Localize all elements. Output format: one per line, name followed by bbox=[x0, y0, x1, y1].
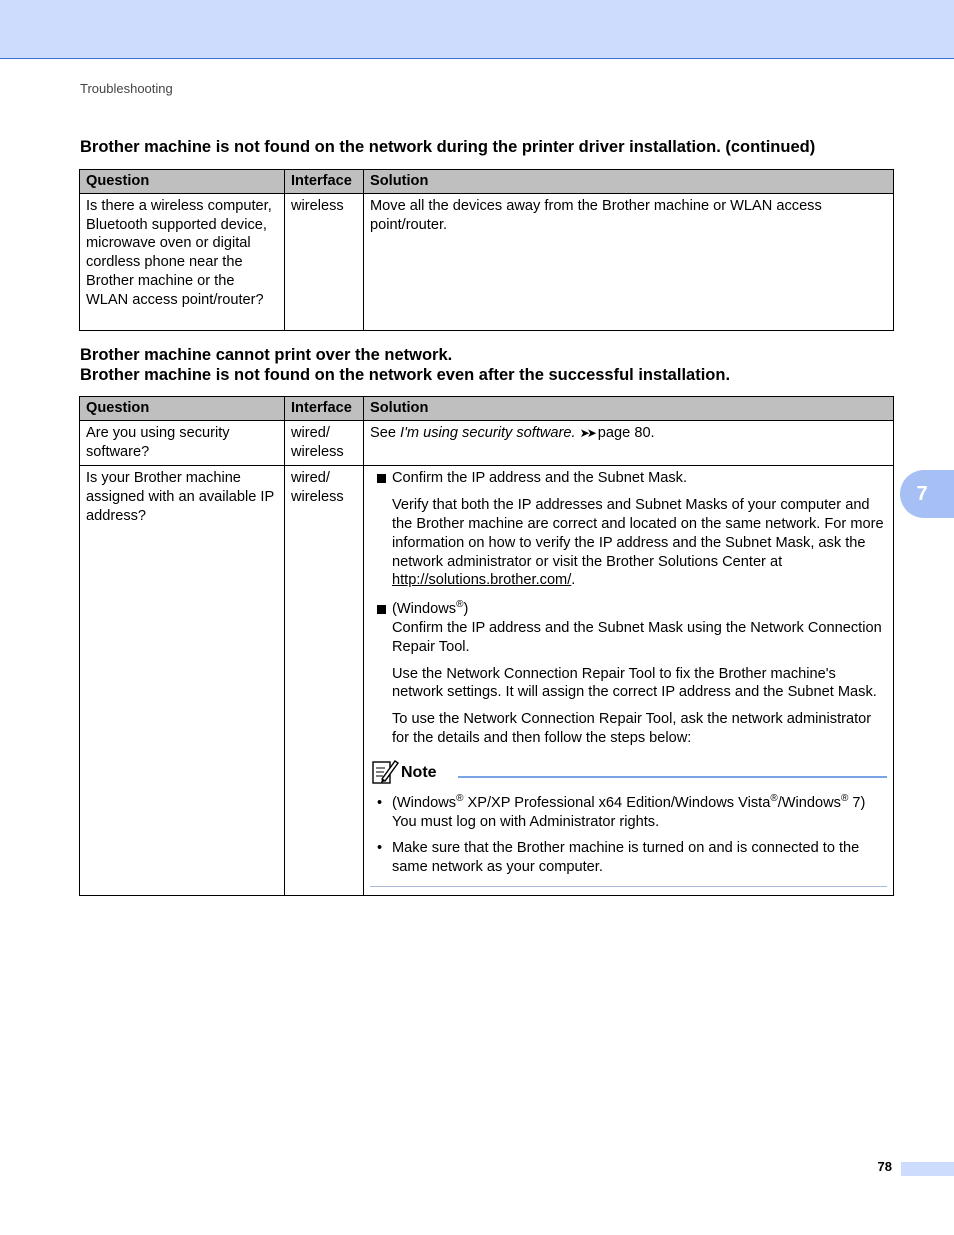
square-bullet-icon bbox=[377, 605, 386, 614]
header-band bbox=[0, 0, 954, 59]
interface-line-2: wireless bbox=[291, 489, 344, 506]
interface-line-1: wired/ bbox=[291, 424, 330, 441]
period: . bbox=[571, 572, 576, 589]
bullet-text: Confirm the IP address and the Subnet Mask using the Network Connection Repair Tool. bbox=[392, 619, 882, 655]
col-question: Question bbox=[80, 170, 285, 194]
solution-cell bbox=[364, 420, 894, 466]
close-paren: ) bbox=[463, 601, 469, 618]
registered-mark: ® bbox=[456, 792, 464, 804]
solutions-center-link[interactable]: http://solutions.brother.com/ bbox=[392, 572, 572, 589]
heading-line-1: Brother machine cannot print over the network. bbox=[80, 346, 453, 364]
note-label: Note bbox=[401, 763, 437, 781]
table-cannot-print bbox=[79, 396, 894, 896]
registered-mark: ® bbox=[840, 792, 849, 804]
solution-cell bbox=[364, 466, 894, 896]
steps-paragraph: To use the Network Connection Repair Tool, ask the network administrator for the details and then follow the steps below: bbox=[392, 711, 872, 746]
table-row bbox=[80, 193, 894, 330]
double-arrow-icon: ➤➤ bbox=[579, 425, 594, 440]
chapter-tab: 7 bbox=[900, 470, 954, 518]
section-heading-cannot-print bbox=[80, 345, 730, 385]
running-head: Troubleshooting bbox=[80, 81, 173, 96]
note-header bbox=[370, 758, 887, 788]
col-interface: Interface bbox=[285, 170, 364, 194]
bullet-text: Confirm the IP address and the Subnet Mask. bbox=[392, 470, 688, 487]
registered-mark: ® bbox=[770, 792, 778, 804]
note-text: Make sure that the Brother machine is turned on and is connected to the same network as your computer. bbox=[392, 840, 860, 876]
table-row bbox=[80, 420, 894, 466]
col-question: Question bbox=[80, 397, 285, 421]
question-cell: Is there a wireless computer, Bluetooth supported device, microwave oven or digital cordless phone near the Brother machine or the WLAN access point/router? bbox=[80, 193, 285, 330]
interface-line-1: wired/ bbox=[291, 470, 330, 487]
col-interface: Interface bbox=[285, 397, 364, 421]
question-cell: Are you using security software? bbox=[80, 420, 285, 466]
repair-tool-paragraph: Use the Network Connection Repair Tool to fix the Brother machine's network settings. It will assign the correct IP address and the Subnet Mask. bbox=[392, 665, 877, 701]
section-heading-driver-install: Brother machine is not found on the network during the printer driver installation. (continued) bbox=[80, 138, 816, 156]
page-number: 78 bbox=[877, 1159, 892, 1174]
table-header-row bbox=[80, 170, 894, 194]
registered-mark: ® bbox=[456, 599, 464, 611]
table-row bbox=[80, 466, 894, 896]
solution-cell: Move all the devices away from the Brother machine or WLAN access point/router. bbox=[364, 193, 894, 330]
heading-line-2: Brother machine is not found on the network even after the successful installation. bbox=[80, 366, 731, 384]
see-text: See bbox=[370, 424, 401, 441]
note-pencil-icon bbox=[371, 758, 399, 792]
dot-bullet-icon: • bbox=[377, 794, 383, 811]
paragraph-text: Verify that both the IP addresses and Subnet Masks of your computer and the Brother machine are correct and located on the same network. For more information on how to verify the IP address and the Subnet Mask, ask the network administrator or visit the Brother Solutions Center at bbox=[392, 497, 884, 570]
interface-cell: wireless bbox=[285, 193, 364, 330]
windows-label: (Windows bbox=[392, 601, 457, 618]
col-solution: Solution bbox=[364, 397, 894, 421]
interface-cell bbox=[285, 466, 364, 896]
note-rule bbox=[458, 776, 887, 778]
table-header-row bbox=[80, 397, 894, 421]
square-bullet-icon bbox=[377, 474, 386, 483]
table-driver-install bbox=[79, 169, 894, 331]
interface-cell bbox=[285, 420, 364, 466]
note-item-same-network bbox=[370, 839, 887, 877]
question-cell: Is your Brother machine assigned with an available IP address? bbox=[80, 466, 285, 896]
note-end-rule bbox=[370, 886, 887, 887]
note-text: /Windows bbox=[777, 794, 841, 811]
cross-reference-link[interactable]: I'm using security software. bbox=[400, 424, 576, 441]
note-text: 7) You must log on with Administrator rights. bbox=[392, 794, 866, 830]
dot-bullet-icon: • bbox=[377, 840, 383, 857]
page-reference: page 80. bbox=[593, 424, 655, 441]
col-solution: Solution bbox=[364, 170, 894, 194]
note-item-admin-rights bbox=[370, 794, 887, 832]
page-number-bar bbox=[901, 1162, 954, 1176]
note-text: XP/XP Professional x64 Edition/Windows Vista bbox=[463, 794, 771, 811]
bullet-windows-repair bbox=[370, 600, 887, 656]
note-text: (Windows bbox=[392, 794, 457, 811]
bullet-confirm-ip bbox=[370, 469, 887, 488]
verify-paragraph bbox=[370, 496, 887, 590]
interface-line-2: wireless bbox=[291, 443, 344, 460]
